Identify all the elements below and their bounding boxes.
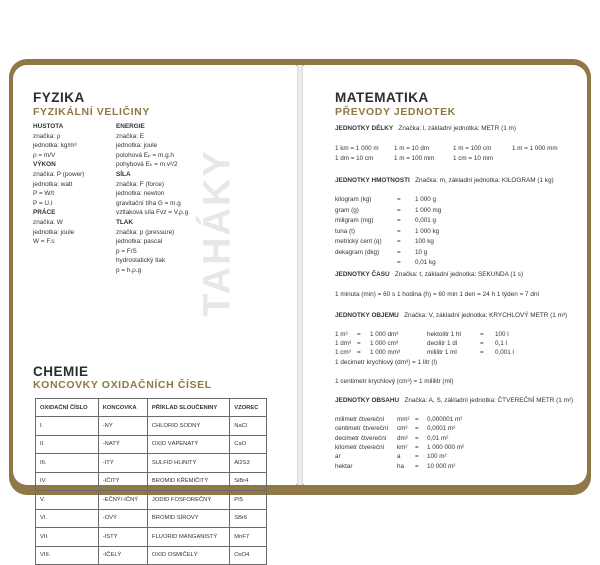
delky-cell: 1 m = 10 dm bbox=[394, 145, 430, 152]
table-cell: VI. bbox=[36, 509, 99, 528]
obsah-row bbox=[335, 416, 575, 425]
cas-info: Značka: t, základní jednotka: SEKUNDA (1 s) bbox=[394, 271, 524, 278]
obsah-cell: km² bbox=[397, 443, 408, 451]
table-cell: IV. bbox=[36, 472, 99, 491]
delky-heading: JEDNOTKY DÉLKY bbox=[335, 125, 394, 132]
table-cell: CaO bbox=[230, 435, 267, 454]
obsah-info: Značka: A, S, základní jednotka: ČTVEREČNÍ METR (1 m²) bbox=[404, 397, 574, 404]
table-cell: NaCl bbox=[230, 417, 267, 436]
objem-cell: 1 dm³ bbox=[335, 340, 352, 347]
table-cell: -NATÝ bbox=[98, 435, 147, 454]
obsah-cell: 0,01 m² bbox=[427, 434, 449, 442]
table-cell: SiBr4 bbox=[230, 472, 267, 491]
objem-row bbox=[335, 349, 575, 358]
table-cell: Al2S3 bbox=[230, 454, 267, 473]
hmotnost-cell: kilogram (kg) bbox=[335, 196, 372, 203]
table-cell: I. bbox=[36, 417, 99, 436]
hmotnost-cell: 0,001 g bbox=[415, 217, 437, 224]
objem-row bbox=[335, 331, 575, 340]
objem-cell: 1 000 cm³ bbox=[370, 340, 398, 347]
fyzika-subtitle: FYZIKÁLNÍ VELIČINY bbox=[33, 106, 150, 118]
obsah-cell: kilometr čtvereční bbox=[335, 443, 385, 451]
quantity-line: hydrostatický tlak bbox=[116, 257, 166, 265]
hmotnost-cell: 0,01 kg bbox=[415, 259, 436, 266]
delky-row bbox=[335, 145, 575, 154]
table-cell: -ITÝ bbox=[98, 454, 147, 473]
objem-cell: = bbox=[357, 331, 361, 338]
hmotnost-row bbox=[335, 228, 575, 237]
obsah-cell: 1 000 000 m² bbox=[427, 443, 465, 451]
objem-cell: mililitr 1 ml bbox=[427, 349, 457, 356]
quantity-heading: SÍLA bbox=[116, 170, 131, 178]
hmotnost-row bbox=[335, 249, 575, 258]
hmotnost-heading: JEDNOTKY HMOTNOSTI bbox=[335, 177, 410, 184]
hmotnost-cell: 1 000 mg bbox=[415, 206, 442, 214]
chemie-title: CHEMIE bbox=[33, 364, 89, 379]
obsah-row bbox=[335, 463, 575, 472]
objem-cell: 1 cm³ bbox=[335, 349, 351, 356]
table-cell: OsO4 bbox=[230, 546, 267, 565]
quantity-heading: ENERGIE bbox=[116, 123, 145, 130]
objem-cell: = bbox=[480, 331, 484, 338]
delky-info: Značka: l, základní jednotka: METR (1 m) bbox=[398, 125, 517, 132]
hmotnost-cell: 100 kg bbox=[415, 238, 434, 245]
quantity-line: značka: E bbox=[116, 132, 145, 140]
matematika-title: MATEMATIKA bbox=[335, 90, 429, 105]
obsah-cell: 0,000001 m² bbox=[427, 416, 463, 423]
table-cell: OXID OSMIČELÝ bbox=[147, 546, 229, 565]
objem-cell: decilitr 1 dl bbox=[427, 340, 458, 347]
quantity-line: jednotka: pascal bbox=[116, 238, 163, 246]
section-objem bbox=[335, 312, 567, 319]
obsah-cell: = bbox=[415, 416, 419, 423]
table-cell: -NÝ bbox=[98, 417, 147, 436]
hmotnost-cell: 10 g bbox=[415, 248, 428, 256]
quantity-line: p = h.ρ.g bbox=[116, 266, 142, 274]
table-row bbox=[36, 435, 267, 454]
objem-info: Značka: V, základní jednotka: KRYCHLOVÝ METR (1 m³) bbox=[404, 312, 568, 319]
table-row bbox=[36, 417, 267, 436]
hmotnost-cell: dekagram (dkg) bbox=[335, 248, 380, 256]
quantity-line: jednotka: kg/m³ bbox=[33, 142, 77, 150]
section-hmotnost bbox=[335, 177, 554, 184]
table-header-cell: PŘÍKLAD SLOUČENINY bbox=[147, 399, 229, 417]
objem-extra-1: 1 decimetr krychlový (dm³) = 1 litr (l) bbox=[335, 359, 438, 366]
hmotnost-cell: = bbox=[397, 206, 401, 214]
hmotnost-row bbox=[335, 238, 575, 247]
delky-cell: 1 m = 100 cm bbox=[453, 145, 492, 152]
objem-cell: 100 l bbox=[495, 331, 509, 338]
table-cell: BROMID SÍROVÝ bbox=[147, 509, 229, 528]
quantity-line: značka: P (power) bbox=[33, 170, 85, 178]
quantity-line: ρ = m/V bbox=[33, 151, 56, 159]
objem-cell: = bbox=[480, 340, 484, 347]
table-cell: -EČNÝ/-IČNÝ bbox=[98, 491, 147, 510]
hmotnost-cell: miligram (mg) bbox=[335, 217, 374, 224]
obsah-cell: ar bbox=[335, 453, 341, 461]
hmotnost-cell: 1 000 kg bbox=[415, 227, 440, 235]
obsah-heading: JEDNOTKY OBSAHU bbox=[335, 397, 400, 404]
quantity-line: značka: W bbox=[33, 218, 63, 226]
left-page bbox=[13, 65, 297, 559]
delky-cell: 1 cm = 10 mm bbox=[453, 155, 494, 162]
hmotnost-row bbox=[335, 217, 575, 226]
quantity-heading: PRÁCE bbox=[33, 209, 56, 217]
table-cell: SBr6 bbox=[230, 509, 267, 528]
table-cell: -OVÝ bbox=[98, 509, 147, 528]
quantity-line: značka: p (pressure) bbox=[116, 228, 175, 236]
quantity-heading: TLAK bbox=[116, 218, 134, 226]
table-header-cell: KONCOVKA bbox=[98, 399, 147, 417]
objem-cell: 1 m³ bbox=[335, 331, 348, 338]
table-row bbox=[36, 546, 267, 565]
obsah-row bbox=[335, 425, 575, 434]
table-cell: -IČELÝ bbox=[98, 546, 147, 565]
obsah-cell: = bbox=[415, 453, 419, 461]
table-cell: VIII. bbox=[36, 546, 99, 565]
obsah-cell: centimetr čtvereční bbox=[335, 425, 389, 433]
table-cell: JODID FOSFOREČNÝ bbox=[147, 491, 229, 510]
obsah-cell: a bbox=[397, 453, 401, 461]
table-row bbox=[36, 528, 267, 547]
section-cas bbox=[335, 271, 523, 278]
table-cell: VII. bbox=[36, 528, 99, 547]
obsah-cell: milimetr čtvereční bbox=[335, 416, 385, 423]
takhaky-watermark: TAHÁKY bbox=[196, 149, 239, 317]
table-cell: III. bbox=[36, 454, 99, 473]
obsah-row bbox=[335, 435, 575, 444]
quantity-heading: HUSTOTA bbox=[33, 123, 64, 130]
delky-cell: 1 dm = 10 cm bbox=[335, 155, 374, 162]
oxidation-table bbox=[35, 398, 267, 565]
hmotnost-row bbox=[335, 259, 575, 268]
hmotnost-cell: = bbox=[397, 238, 401, 245]
objem-cell: 0,1 l bbox=[495, 340, 507, 347]
table-cell: -IČITÝ bbox=[98, 472, 147, 491]
obsah-cell: ha bbox=[397, 462, 405, 470]
quantity-line: p = F/S bbox=[116, 247, 137, 255]
fyzika-title: FYZIKA bbox=[33, 90, 85, 105]
hmotnost-cell: = bbox=[397, 248, 401, 256]
objem-cell: 1 000 mm³ bbox=[370, 349, 401, 356]
delky-row bbox=[335, 155, 575, 164]
objem-cell: = bbox=[480, 349, 484, 356]
obsah-cell: = bbox=[415, 462, 419, 470]
notebook-spread bbox=[9, 59, 591, 559]
section-delky bbox=[335, 125, 516, 132]
table-row bbox=[36, 491, 267, 510]
obsah-cell: = bbox=[415, 425, 419, 433]
table-row bbox=[36, 454, 267, 473]
hmotnost-cell: gram (g) bbox=[335, 206, 359, 214]
objem-cell: 1 000 dm³ bbox=[370, 331, 399, 338]
obsah-row bbox=[335, 453, 575, 462]
table-header-row bbox=[36, 399, 267, 417]
obsah-cell: 10 000 m² bbox=[427, 462, 456, 470]
table-cell: OXID VÁPENATÝ bbox=[147, 435, 229, 454]
obsah-cell: = bbox=[415, 434, 419, 442]
quantity-line: P = W/t bbox=[33, 190, 55, 198]
obsah-cell: 100 m² bbox=[427, 453, 447, 461]
objem-heading: JEDNOTKY OBJEMU bbox=[335, 312, 399, 319]
quantity-line: jednotka: joule bbox=[33, 228, 75, 236]
hmotnost-cell: metrický cent (q) bbox=[335, 238, 382, 245]
chemie-subtitle: KONCOVKY OXIDAČNÍCH ČÍSEL bbox=[33, 379, 212, 391]
hmotnost-cell: tuna (t) bbox=[335, 227, 355, 235]
objem-extra-2: 1 centimetr krychlový (cm³) = 1 mililitr (ml) bbox=[335, 378, 454, 385]
table-cell: MnF7 bbox=[230, 528, 267, 547]
hmotnost-info: Značka: m, základní jednotka: KILOGRAM (1 kg) bbox=[415, 177, 554, 184]
table-row bbox=[36, 472, 267, 491]
objem-cell: = bbox=[357, 340, 361, 347]
table-cell: FLUORID MANGANISTÝ bbox=[147, 528, 229, 547]
quantity-line: pohybová Eₖ = m.v²/2 bbox=[116, 161, 178, 169]
delky-cell: 1 m = 1 000 mm bbox=[512, 145, 558, 152]
hmotnost-row bbox=[335, 207, 575, 216]
fyzika-column-1 bbox=[33, 122, 84, 247]
matematika-subtitle: PŘEVODY JEDNOTEK bbox=[335, 106, 456, 118]
table-cell: CHLORID SODNÝ bbox=[147, 417, 229, 436]
delky-cell: 1 m = 100 mm bbox=[394, 155, 435, 162]
hmotnost-cell: = bbox=[397, 217, 401, 224]
cas-heading: JEDNOTKY ČASU bbox=[335, 271, 390, 278]
hmotnost-cell: = bbox=[397, 227, 401, 235]
table-header-cell: VZOREC bbox=[230, 399, 267, 417]
objem-cell: = bbox=[357, 349, 361, 356]
quantity-line: P = U.I bbox=[33, 199, 53, 207]
section-obsah bbox=[335, 397, 573, 404]
hmotnost-cell: = bbox=[397, 196, 401, 203]
cas-line: 1 minuta (min) = 60 s 1 hodina (h) = 60 min 1 den = 24 h 1 týden = 7 dní bbox=[335, 291, 540, 298]
table-cell: PI5 bbox=[230, 491, 267, 510]
obsah-cell: decimetr čtvereční bbox=[335, 434, 387, 442]
quantity-line: vztlaková síla Fvz = V.ρ.g bbox=[116, 209, 189, 217]
quantity-line: jednotka: watt bbox=[33, 180, 73, 188]
quantity-line: značka: F (force) bbox=[116, 180, 164, 188]
hmotnost-cell: = bbox=[397, 259, 401, 266]
fyzika-column-2 bbox=[116, 122, 188, 276]
table-cell: -ISTÝ bbox=[98, 528, 147, 547]
hmotnost-cell: 1 000 g bbox=[415, 196, 437, 203]
right-page bbox=[303, 65, 587, 485]
table-cell: II. bbox=[36, 435, 99, 454]
table-cell: SULFID HLINITÝ bbox=[147, 454, 229, 473]
table-cell: V. bbox=[36, 491, 99, 510]
quantity-line: jednotka: joule bbox=[116, 142, 158, 150]
quantity-line: gravitační tíha G = m.g bbox=[116, 199, 181, 207]
objem-cell: 0,001 l bbox=[495, 349, 514, 356]
obsah-row bbox=[335, 444, 575, 453]
obsah-cell: 0,0001 m² bbox=[427, 425, 456, 433]
table-cell: BROMID KŘEMIČITÝ bbox=[147, 472, 229, 491]
quantity-line: jednotka: newton bbox=[116, 190, 165, 198]
obsah-cell: dm² bbox=[397, 434, 408, 442]
quantity-heading: VÝKON bbox=[33, 161, 56, 169]
hmotnost-row bbox=[335, 196, 575, 205]
obsah-cell: = bbox=[415, 443, 419, 451]
table-row bbox=[36, 509, 267, 528]
quantity-line: polohová Eₚ = m.g.h bbox=[116, 151, 174, 159]
obsah-cell: cm² bbox=[397, 425, 408, 433]
delky-cell: 1 km = 1 000 m bbox=[335, 145, 379, 152]
obsah-cell: hektar bbox=[335, 462, 353, 470]
table-header-cell: OXIDAČNÍ ČÍSLO bbox=[36, 399, 99, 417]
objem-row bbox=[335, 340, 575, 349]
quantity-line: značka: ρ bbox=[33, 132, 61, 140]
quantity-line: W = F.s bbox=[33, 238, 55, 246]
objem-cell: hektolitr 1 hl bbox=[427, 331, 461, 338]
obsah-cell: mm² bbox=[397, 416, 410, 423]
